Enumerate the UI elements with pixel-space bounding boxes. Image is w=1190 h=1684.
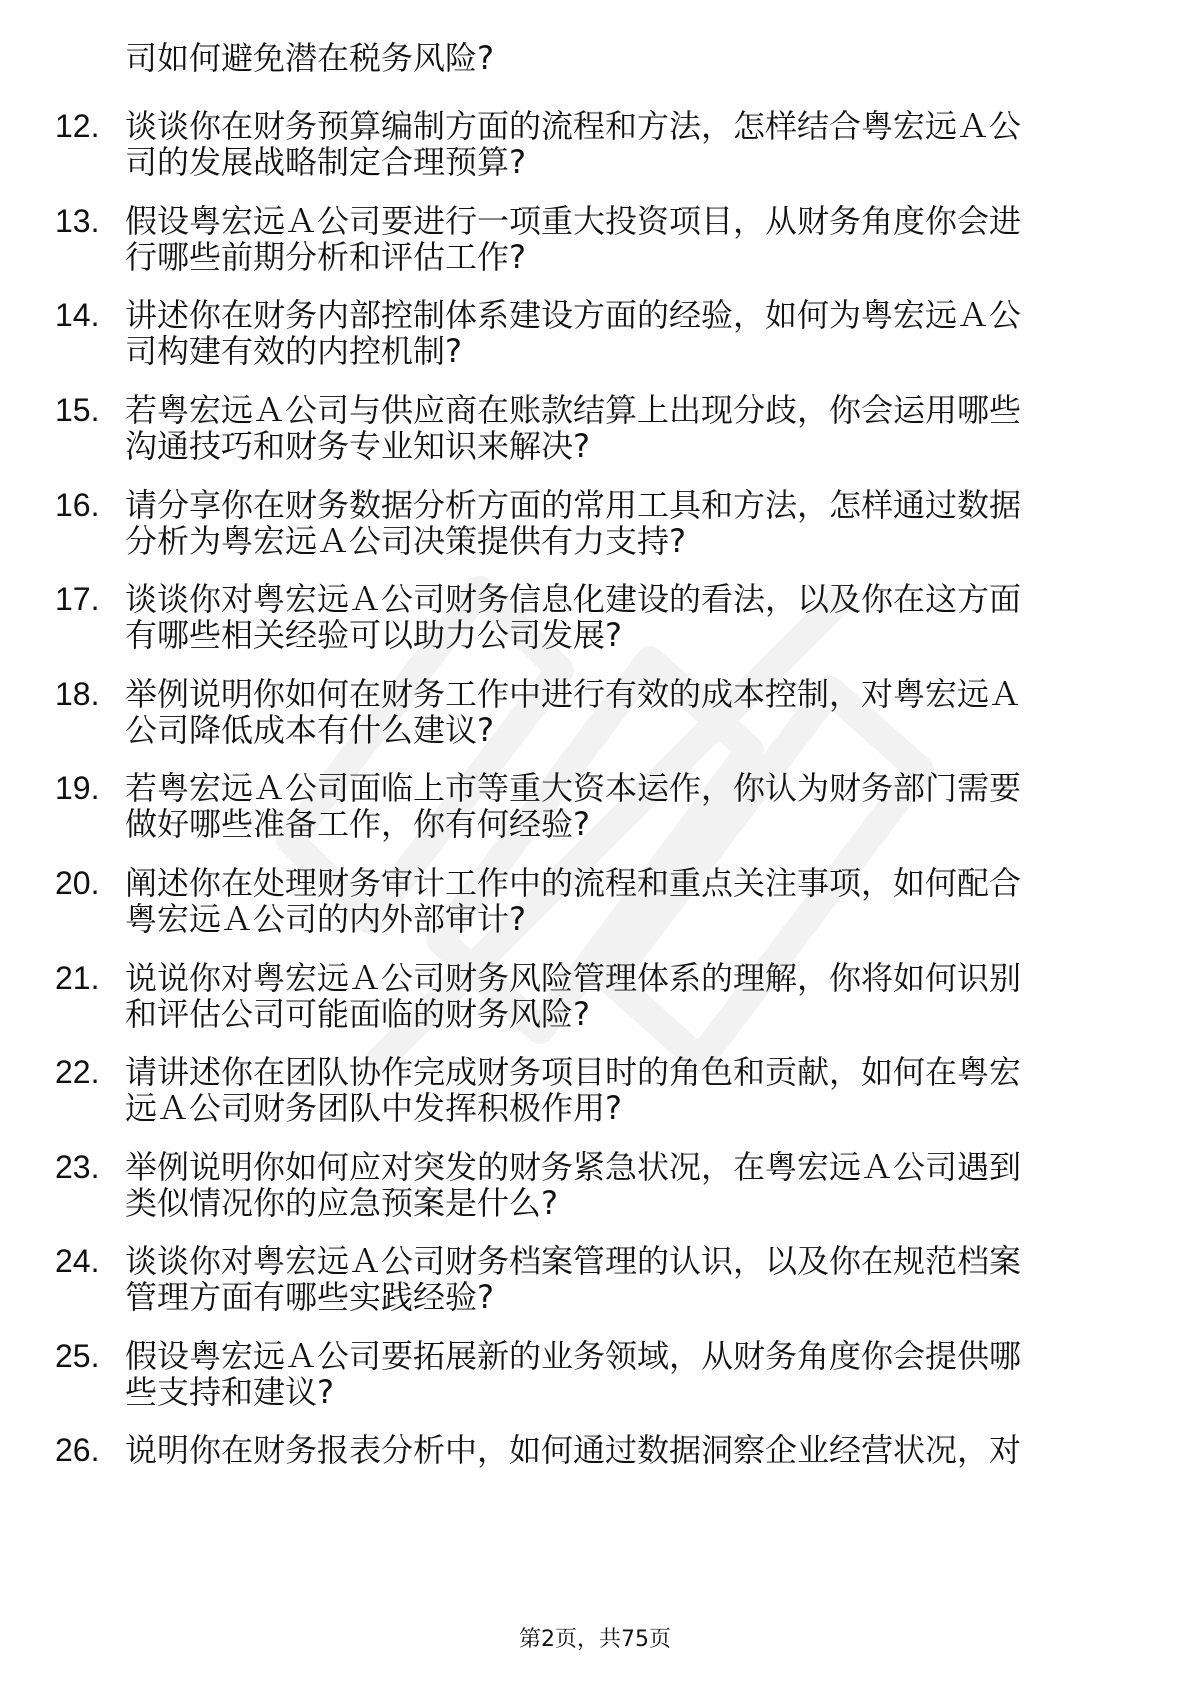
question-11-continuation: 司如何避免潜在税务风险?: [125, 39, 494, 77]
question-text-line: 粤宏远Ａ公司的内外部审计?: [125, 900, 526, 938]
question-text-line: 谈谈你在财务预算编制方面的流程和方法，怎样结合粤宏远Ａ公: [125, 107, 1022, 145]
question-text-line: 类似情况你的应急预案是什么?: [125, 1184, 558, 1222]
question-number: 22.: [55, 1054, 100, 1090]
question-text-line: 假设粤宏远Ａ公司要拓展新的业务领域，从财务角度你会提供哪: [125, 1337, 1022, 1375]
question-text-line: 沟通技巧和财务专业知识来解决?: [125, 427, 590, 465]
question-number: 25.: [55, 1338, 100, 1374]
question-number: 13.: [55, 203, 100, 239]
question-text-line: 分析为粤宏远Ａ公司决策提供有力支持?: [125, 522, 686, 560]
question-number: 18.: [55, 676, 100, 712]
question-text-line: 有哪些相关经验可以助力公司发展?: [125, 616, 622, 654]
question-text-line: 谈谈你对粤宏远Ａ公司财务信息化建设的看法，以及你在这方面: [125, 580, 1022, 618]
question-text-line: 公司降低成本有什么建议?: [125, 711, 494, 749]
question-text-line: 举例说明你如何在财务工作中进行有效的成本控制，对粤宏远Ａ: [125, 675, 1022, 713]
question-text-line: 若粤宏远Ａ公司与供应商在账款结算上出现分歧，你会运用哪些: [125, 391, 1022, 429]
question-text-line: 谈谈你对粤宏远Ａ公司财务档案管理的认识，以及你在规范档案: [125, 1242, 1022, 1280]
question-text-line: 阐述你在处理财务审计工作中的流程和重点关注事项，如何配合: [125, 864, 1022, 902]
question-number: 14.: [55, 297, 100, 333]
question-text-line: 请讲述你在团队协作完成财务项目时的角色和贡献，如何在粤宏: [125, 1053, 1022, 1091]
question-number: 16.: [55, 487, 100, 523]
question-number: 17.: [55, 581, 100, 617]
question-text-line: 司构建有效的内控机制?: [125, 332, 462, 370]
question-text-line: 行哪些前期分析和评估工作?: [125, 238, 526, 276]
question-text-line: 管理方面有哪些实践经验?: [125, 1278, 494, 1316]
question-number: 15.: [55, 392, 100, 428]
page-footer: 第2页，共75页: [519, 1627, 671, 1652]
question-number: 23.: [55, 1149, 100, 1185]
question-number: 20.: [55, 865, 100, 901]
question-number: 19.: [55, 770, 100, 806]
question-text-line: 远Ａ公司财务团队中发挥积极作用?: [125, 1089, 622, 1127]
question-text-line: 说说你对粤宏远Ａ公司财务风险管理体系的理解，你将如何识别: [125, 959, 1022, 997]
question-text-line: 请分享你在财务数据分析方面的常用工具和方法，怎样通过数据: [125, 486, 1022, 524]
question-text-line: 说明你在财务报表分析中，如何通过数据洞察企业经营状况，对: [125, 1431, 1022, 1469]
question-text-line: 假设粤宏远Ａ公司要进行一项重大投资项目，从财务角度你会进: [125, 202, 1022, 240]
question-text-line: 司的发展战略制定合理预算?: [125, 143, 526, 181]
question-number: 12.: [55, 108, 100, 144]
question-text-line: 做好哪些准备工作，你有何经验?: [125, 805, 590, 843]
question-text-line: 和评估公司可能面临的财务风险?: [125, 995, 590, 1033]
question-text-line: 若粤宏远Ａ公司面临上市等重大资本运作，你认为财务部门需要: [125, 769, 1022, 807]
question-text-line: 讲述你在财务内部控制体系建设方面的经验，如何为粤宏远Ａ公: [125, 296, 1022, 334]
question-number: 26.: [55, 1432, 100, 1468]
question-number: 21.: [55, 960, 100, 996]
question-text-line: 举例说明你如何应对突发的财务紧急状况，在粤宏远Ａ公司遇到: [125, 1148, 1022, 1186]
question-text-line: 些支持和建议?: [125, 1373, 334, 1411]
question-number: 24.: [55, 1243, 100, 1279]
